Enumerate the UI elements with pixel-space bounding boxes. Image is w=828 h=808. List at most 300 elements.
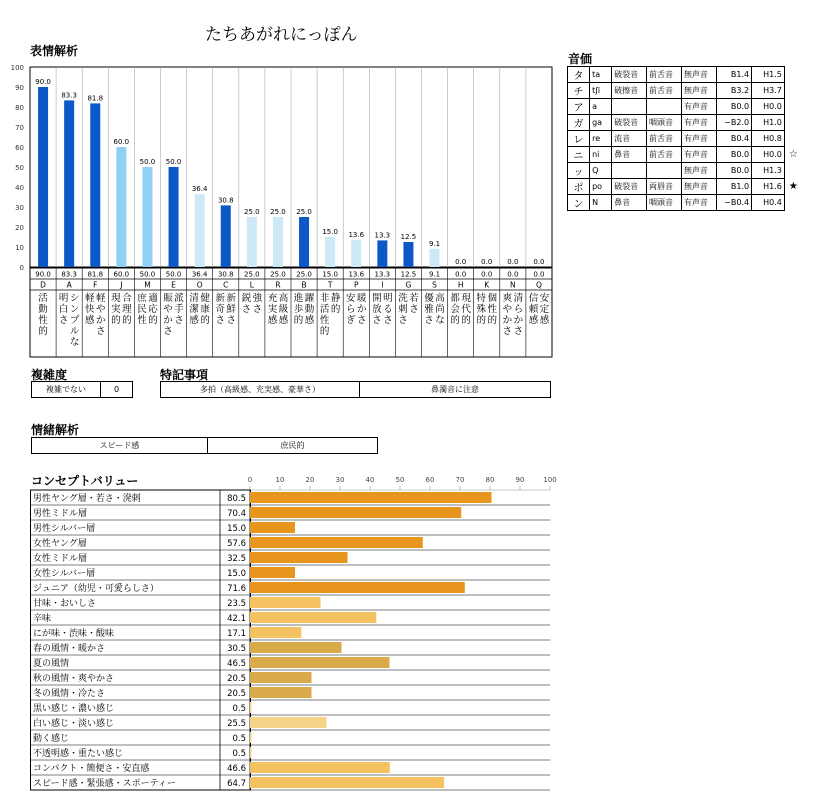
category-label-char: 的: [293, 315, 304, 326]
category-label-char: 静: [330, 293, 341, 304]
category-code: B: [301, 280, 307, 290]
category-label-char: 現: [461, 293, 471, 304]
table-value: 13.3: [374, 270, 391, 279]
onka-cell: 鼻音: [612, 147, 647, 163]
x-tick-label: 90: [515, 476, 525, 484]
category-label-char: 活: [38, 293, 48, 304]
bar-P: [351, 240, 361, 267]
onka-cell: 前舌音: [647, 131, 682, 147]
concept-value: 0.5: [232, 704, 246, 714]
category-label-char: 動: [304, 304, 315, 315]
table-value: 50.0: [165, 270, 182, 279]
category-label-char: 優: [424, 293, 434, 304]
onka-row: [568, 195, 803, 211]
x-tick-label: 50: [395, 476, 405, 484]
bar-value-label: 50.0: [165, 158, 182, 166]
category-label-char: 白: [58, 304, 69, 315]
category-label-char: 軽: [95, 293, 106, 304]
category-label-char: 刺: [398, 304, 408, 315]
y-tick-label: 20: [15, 224, 24, 232]
category-label-char: 高: [278, 293, 289, 304]
category-label-char: 清: [189, 293, 199, 304]
concept-value: 23.5: [227, 599, 246, 609]
concept-value: 71.6: [227, 584, 246, 594]
x-tick-label: 100: [543, 476, 557, 484]
onka-cell: タ: [568, 67, 590, 83]
onka-cell: Q: [590, 163, 612, 179]
onka-cell: 有声音: [681, 195, 716, 211]
onka-cell: [612, 99, 647, 115]
concept-bar: [250, 567, 295, 578]
category-code: L: [249, 280, 254, 290]
category-label-char: や: [502, 304, 513, 315]
category-label-char: さ: [241, 304, 252, 315]
onka-cell: B0.0: [716, 163, 751, 179]
table-value: 60.0: [113, 270, 130, 279]
category-label-char: や: [163, 304, 173, 315]
concept-bar: [250, 537, 423, 548]
bar-value-label: 81.8: [87, 94, 104, 103]
category-label-char: さ: [215, 315, 226, 326]
y-tick-label: 60: [15, 144, 24, 152]
category-label-char: さ: [252, 304, 263, 315]
onka-cell: B1.4: [716, 67, 751, 83]
bar-value-label: 25.0: [244, 208, 260, 216]
category-label-char: 信: [528, 293, 539, 304]
category-label-char: 非: [319, 293, 330, 304]
category-label-char: 手: [174, 304, 184, 315]
onka-cell: ta: [590, 67, 612, 83]
table-value: 25.0: [244, 270, 260, 279]
bar-value-label: 25.0: [296, 208, 312, 216]
category-label-char: 理: [122, 304, 132, 315]
bar-D: [38, 87, 48, 267]
bar-S: [430, 249, 440, 267]
onka-cell: [784, 195, 802, 211]
x-tick-label: 20: [305, 476, 315, 484]
jocho-box: [31, 437, 378, 454]
bar-value-label: 9.1: [428, 239, 441, 248]
onka-row: [568, 163, 803, 179]
category-label-char: 個: [487, 293, 498, 304]
category-code: A: [66, 280, 72, 290]
tokki-section-title: 特記事項: [160, 368, 209, 382]
category-label-char: 鮮: [226, 304, 237, 315]
onka-cell: ★: [788, 181, 798, 192]
concept-value: 42.1: [227, 614, 246, 624]
bar-value-label: 0.0: [481, 258, 493, 266]
category-label-char: さ: [513, 326, 524, 337]
concept-label: 男性ミドル層: [33, 509, 88, 519]
concept-label: 男性ヤング層・若さ・溌剌: [33, 494, 141, 504]
category-label-char: 庶: [137, 293, 147, 304]
category-code: G: [405, 280, 412, 290]
table-value: 12.5: [400, 270, 417, 279]
category-label-char: 快: [84, 304, 95, 315]
category-label-char: 感: [189, 315, 199, 326]
category-label-char: な: [69, 337, 80, 348]
onka-cell: ニ: [568, 147, 590, 163]
onka-cell: 無声音: [681, 179, 716, 195]
onka-cell: ア: [568, 99, 590, 115]
category-label-char: 的: [111, 315, 121, 326]
onka-row: [568, 67, 803, 83]
fukuzatsu-value: 0: [101, 382, 133, 398]
category-label-char: 的: [38, 326, 48, 337]
category-label-char: 性: [137, 315, 147, 326]
onka-row: [568, 131, 803, 147]
category-label-char: や: [95, 304, 106, 315]
concept-label: 女性シルバー層: [33, 569, 96, 579]
category-label-char: さ: [58, 315, 69, 326]
concept-bar: [250, 777, 444, 788]
onka-cell: 無声音: [681, 163, 716, 179]
x-tick-label: 0: [247, 476, 253, 484]
category-label-char: 躍: [304, 293, 315, 304]
category-label-char: 感: [304, 315, 315, 326]
category-label-char: さ: [356, 315, 367, 326]
category-label-char: 新: [215, 293, 226, 304]
onka-cell: 咽頭音: [647, 115, 682, 131]
category-label-char: 派: [174, 293, 184, 304]
bar-B: [299, 217, 309, 267]
category-label-char: 明: [383, 293, 393, 304]
onka-cell: ッ: [568, 163, 590, 179]
category-label-char: 鋭: [241, 293, 252, 304]
category-code: F: [93, 280, 98, 290]
category-code: E: [171, 280, 176, 290]
category-code: K: [484, 280, 490, 290]
table-value: 83.3: [61, 270, 77, 279]
hyojo-section-title: 表情解析: [30, 44, 79, 58]
onka-cell: po: [590, 179, 612, 195]
bar-T: [325, 237, 335, 267]
category-label-char: 奇: [215, 304, 226, 315]
concept-bar: [250, 732, 252, 743]
bar-value-label: 12.5: [400, 233, 417, 241]
onka-cell: H1.6: [752, 179, 785, 195]
concept-value: 64.7: [227, 779, 246, 789]
table-value: 0.0: [507, 270, 519, 279]
category-label-char: か: [356, 304, 367, 315]
category-label-char: か: [513, 315, 524, 326]
concept-label: 春の風情・暖かさ: [33, 644, 106, 654]
concept-bar: [250, 702, 252, 713]
bar-A: [64, 100, 74, 267]
concept-label: 夏の風情: [33, 659, 70, 669]
table-value: 15.0: [322, 270, 338, 279]
category-label-char: さ: [383, 315, 393, 326]
concept-label: 不透明感・重たい感じ: [33, 749, 124, 759]
onka-cell: B0.0: [716, 99, 751, 115]
category-label-char: 応: [148, 304, 158, 315]
onka-cell: H0.0: [752, 147, 785, 163]
concept-bar: [250, 747, 252, 758]
category-label-char: 都: [450, 293, 460, 304]
onka-cell: ni: [590, 147, 612, 163]
concept-label: ジュニア（幼児・可愛らしさ）: [33, 584, 159, 594]
x-tick-label: 30: [335, 476, 345, 484]
concept-bar: [250, 717, 327, 728]
y-tick-label: 50: [15, 164, 24, 172]
onka-cell: レ: [568, 131, 590, 147]
category-label-char: 的: [148, 315, 158, 326]
onka-cell: [612, 163, 647, 179]
category-label-char: 民: [137, 304, 147, 315]
category-label-char: 適: [148, 293, 158, 304]
bar-E: [169, 167, 179, 267]
category-label-char: 爽: [502, 293, 513, 304]
category-label-char: 的: [330, 304, 341, 315]
category-label-char: 頼: [528, 304, 539, 315]
bar-R: [273, 217, 283, 267]
category-label-char: さ: [163, 326, 173, 337]
category-label-char: 実: [267, 304, 278, 315]
y-tick-label: 40: [15, 184, 24, 192]
category-label-char: 的: [319, 326, 330, 337]
bar-value-label: 60.0: [113, 138, 130, 146]
category-label-char: 潔: [189, 304, 199, 315]
category-label-char: 動: [38, 304, 48, 315]
y-tick-label: 90: [15, 84, 24, 92]
bar-G: [403, 242, 413, 267]
category-label-char: 的: [450, 315, 460, 326]
onka-cell: 前舌音: [647, 147, 682, 163]
category-label-char: 健: [200, 293, 210, 304]
table-value: 36.4: [191, 270, 208, 279]
fukuzatsu-box: [31, 381, 133, 398]
x-tick-label: 40: [365, 476, 375, 484]
onka-cell: 前舌音: [647, 83, 682, 99]
table-value: 90.0: [35, 270, 51, 279]
table-value: 25.0: [296, 270, 312, 279]
concept-bar: [250, 687, 312, 698]
concept-value: 46.5: [227, 659, 246, 669]
y-tick-label: 80: [15, 104, 24, 112]
bar-I: [377, 240, 387, 267]
concept-label: 男性シルバー層: [33, 524, 96, 534]
concept-bar: [250, 582, 465, 593]
concept-value: 20.5: [227, 689, 246, 699]
onka-cell: re: [590, 131, 612, 147]
onka-cell: 無声音: [681, 83, 716, 99]
category-label-char: 級: [278, 304, 289, 315]
concept-value: 0.5: [232, 734, 246, 744]
category-label-char: 感: [84, 315, 95, 326]
onka-row: [568, 83, 803, 99]
onka-cell: [784, 163, 802, 179]
onka-cell: 鼻音: [612, 195, 647, 211]
concept-value: 17.1: [227, 629, 246, 639]
table-value: 13.6: [348, 270, 365, 279]
tokki-left: 多拍（高級感、充実感、豪華さ）: [161, 382, 360, 398]
concept-bar: [250, 672, 312, 683]
bar-value-label: 0.0: [507, 258, 519, 266]
concept-value: 30.5: [227, 644, 246, 654]
bar-value-label: 25.0: [270, 208, 286, 216]
category-label-char: 会: [450, 304, 460, 315]
concept-label: 黒い感じ・濃い感じ: [33, 704, 115, 714]
category-label-char: 的: [476, 315, 487, 326]
category-label-char: 活: [319, 304, 330, 315]
category-label-char: 感: [267, 315, 278, 326]
table-value: 25.0: [270, 270, 286, 279]
onka-cell: H1.3: [752, 163, 785, 179]
onka-cell: 有声音: [681, 99, 716, 115]
onka-cell: 流音: [612, 131, 647, 147]
onka-cell: B3.2: [716, 83, 751, 99]
concept-bar: [250, 507, 461, 518]
category-label-char: ら: [513, 304, 524, 315]
concept-value: 20.5: [227, 674, 246, 684]
category-label-char: 実: [111, 304, 121, 315]
concept-value: 15.0: [227, 524, 246, 534]
onka-cell: 前舌音: [647, 67, 682, 83]
category-label-char: 感: [528, 315, 539, 326]
category-label-char: 歩: [293, 304, 304, 315]
onka-cell: ga: [590, 115, 612, 131]
category-label-char: 強: [252, 293, 263, 304]
bar-F: [90, 103, 100, 267]
category-label-char: 殊: [476, 304, 487, 315]
category-code: R: [275, 280, 281, 290]
concept-value: 80.5: [227, 494, 246, 504]
onka-cell: [784, 115, 802, 131]
onka-cell: B1.0: [716, 179, 751, 195]
category-code: H: [457, 280, 464, 290]
category-label-char: さ: [424, 315, 434, 326]
onka-cell: [784, 131, 802, 147]
onka-cell: ポ: [568, 179, 590, 195]
concept-bar: [250, 597, 321, 608]
onka-cell: 有声音: [681, 131, 716, 147]
onka-cell: 咽頭音: [647, 195, 682, 211]
bar-value-label: 0.0: [533, 258, 545, 266]
x-tick-label: 80: [485, 476, 495, 484]
category-label-char: る: [383, 304, 393, 315]
bar-value-label: 36.4: [191, 185, 208, 194]
concept-label: 女性ミドル層: [33, 554, 88, 564]
category-label-char: さ: [95, 326, 106, 337]
category-label-char: 若: [409, 293, 419, 304]
table-value: 0.0: [455, 270, 467, 279]
category-label-char: 性: [38, 315, 48, 326]
concept-label: コンパクト・簡便さ・安直感: [33, 764, 150, 774]
category-label-char: 暖: [356, 293, 367, 304]
concept-label: 甘味・おいしさ: [33, 599, 97, 609]
onka-cell: ☆: [788, 149, 798, 160]
y-tick-label: 30: [15, 204, 24, 212]
onka-cell: 破裂音: [612, 115, 647, 131]
onka-cell: H0.8: [752, 131, 785, 147]
category-code: M: [144, 280, 151, 290]
hyojo-bar-chart: [8, 63, 556, 363]
onka-cell: 両唇音: [647, 179, 682, 195]
category-label-char: 高: [435, 293, 445, 304]
onka-cell: B0.4: [716, 131, 751, 147]
category-label-char: 充: [267, 293, 278, 304]
onka-cell: 有声音: [681, 115, 716, 131]
concept-section-title: コンセプトバリュー: [31, 474, 139, 488]
onka-section-title: 音価: [568, 52, 593, 66]
onka-cell: 破裂音: [612, 67, 647, 83]
concept-bar: [250, 627, 301, 638]
concept-label: 女性ヤング層: [33, 539, 87, 549]
category-label-char: 清: [513, 293, 524, 304]
onka-cell: H1.0: [752, 115, 785, 131]
onka-cell: H3.7: [752, 83, 785, 99]
category-label-char: な: [435, 315, 445, 326]
onka-cell: 破裂音: [612, 179, 647, 195]
bar-value-label: 90.0: [35, 78, 51, 86]
jocho-right: 庶民的: [208, 438, 378, 454]
concept-value: 25.5: [227, 719, 246, 729]
onka-cell: tʃi: [590, 83, 612, 99]
category-label-char: 的: [487, 315, 498, 326]
concept-label: 冬の風情・冷たさ: [33, 689, 106, 699]
y-tick-label: 0: [19, 264, 24, 272]
category-label-char: 放: [372, 304, 382, 315]
onka-cell: H1.5: [752, 67, 785, 83]
category-code: O: [196, 280, 203, 290]
table-value: 50.0: [139, 270, 156, 279]
onka-cell: ン: [568, 195, 590, 211]
bar-value-label: 15.0: [322, 228, 338, 236]
x-tick-label: 60: [425, 476, 435, 484]
category-label-char: 尚: [435, 304, 445, 315]
category-code: I: [381, 280, 384, 290]
bar-J: [116, 147, 126, 267]
jocho-left: スピード感: [32, 438, 208, 454]
onka-cell: B0.0: [716, 147, 751, 163]
bar-value-label: 0.0: [455, 258, 467, 266]
onka-cell: H0.0: [752, 99, 785, 115]
table-value: 30.8: [217, 270, 234, 279]
category-label-char: さ: [502, 326, 513, 337]
onka-cell: [784, 67, 802, 83]
category-code: D: [40, 280, 46, 290]
category-label-char: さ: [226, 315, 237, 326]
category-label-char: 的: [200, 315, 210, 326]
concept-bar: [250, 552, 348, 563]
category-label-char: ン: [69, 304, 80, 315]
category-label-char: さ: [398, 315, 408, 326]
onka-cell: −B0.4: [716, 195, 751, 211]
category-label-char: さ: [372, 315, 382, 326]
x-tick-label: 10: [275, 476, 285, 484]
onka-cell: H0.4: [752, 195, 785, 211]
category-label-char: さ: [174, 315, 184, 326]
category-label-char: 康: [200, 304, 210, 315]
bar-M: [142, 167, 152, 267]
onka-cell: 破擦音: [612, 83, 647, 99]
jocho-section-title: 情緒解析: [31, 423, 80, 437]
category-label-char: 特: [476, 293, 487, 304]
concept-bar: [250, 492, 492, 503]
onka-table: [567, 66, 803, 211]
onka-cell: a: [590, 99, 612, 115]
page-title: たちあがれにっぽん: [205, 25, 358, 45]
category-code: J: [120, 280, 123, 290]
concept-bar: [250, 657, 390, 668]
category-label-char: 感: [278, 315, 289, 326]
bar-value-label: 50.0: [139, 158, 156, 166]
category-label-char: 賑: [163, 293, 173, 304]
category-label-char: 軽: [84, 293, 95, 304]
bar-L: [247, 217, 257, 267]
bar-C: [221, 205, 231, 267]
concept-bar: [250, 642, 342, 653]
